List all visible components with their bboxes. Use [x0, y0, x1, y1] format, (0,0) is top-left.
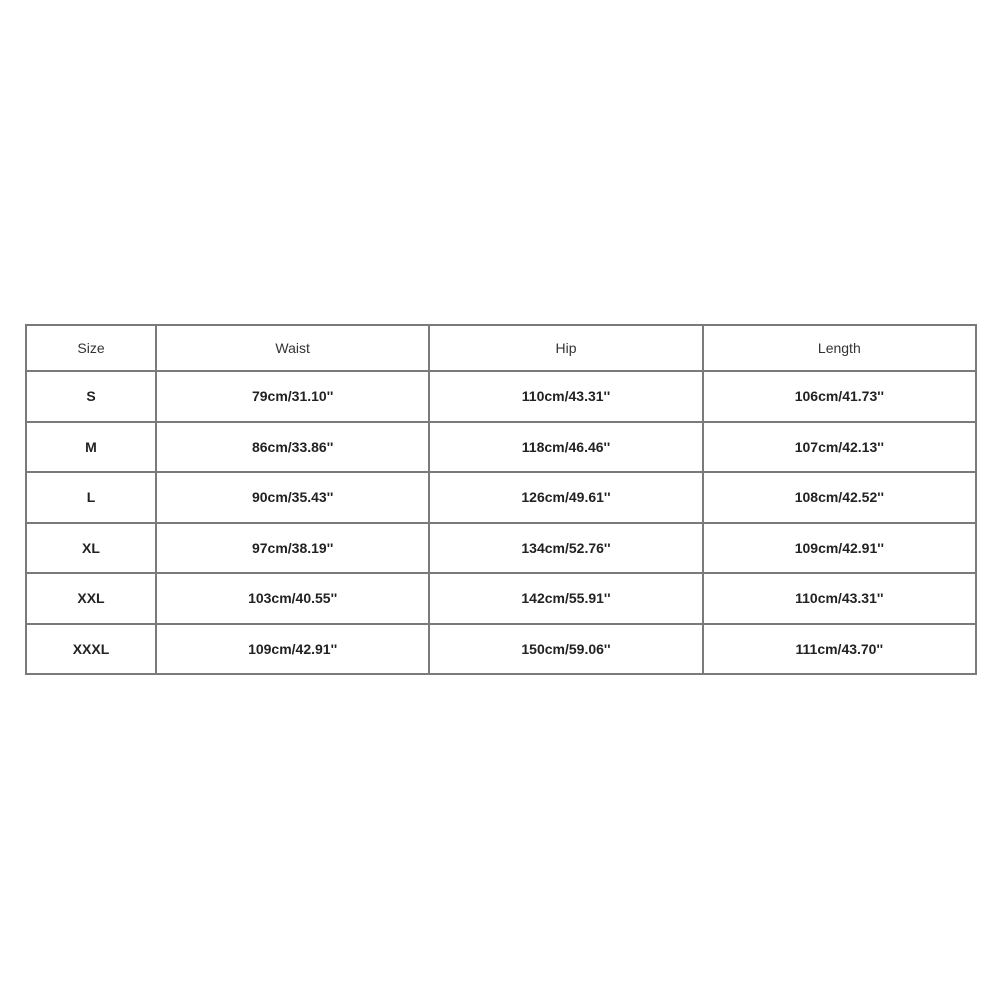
table-row — [26, 624, 976, 675]
table-row — [26, 523, 976, 574]
cell-waist: 109cm/42.91'' — [156, 624, 429, 675]
cell-waist: 97cm/38.19'' — [156, 523, 429, 574]
cell-size: S — [26, 371, 156, 422]
cell-size: L — [26, 472, 156, 523]
cell-size: XXXL — [26, 624, 156, 675]
table-header-row — [26, 325, 976, 371]
table-row — [26, 573, 976, 624]
cell-hip: 118cm/46.46'' — [429, 422, 702, 473]
cell-size: XL — [26, 523, 156, 574]
header-hip: Hip — [429, 325, 702, 371]
header-length: Length — [703, 325, 976, 371]
size-chart-table — [25, 324, 977, 675]
header-size: Size — [26, 325, 156, 371]
cell-waist: 86cm/33.86'' — [156, 422, 429, 473]
cell-length: 111cm/43.70'' — [703, 624, 976, 675]
cell-length: 110cm/43.31'' — [703, 573, 976, 624]
cell-waist: 79cm/31.10'' — [156, 371, 429, 422]
cell-length: 109cm/42.91'' — [703, 523, 976, 574]
cell-length: 108cm/42.52'' — [703, 472, 976, 523]
cell-length: 107cm/42.13'' — [703, 422, 976, 473]
table-row — [26, 472, 976, 523]
cell-hip: 126cm/49.61'' — [429, 472, 702, 523]
table-row — [26, 371, 976, 422]
cell-hip: 110cm/43.31'' — [429, 371, 702, 422]
header-waist: Waist — [156, 325, 429, 371]
cell-size: XXL — [26, 573, 156, 624]
cell-hip: 134cm/52.76'' — [429, 523, 702, 574]
cell-hip: 142cm/55.91'' — [429, 573, 702, 624]
cell-hip: 150cm/59.06'' — [429, 624, 702, 675]
cell-size: M — [26, 422, 156, 473]
cell-waist: 90cm/35.43'' — [156, 472, 429, 523]
cell-length: 106cm/41.73'' — [703, 371, 976, 422]
cell-waist: 103cm/40.55'' — [156, 573, 429, 624]
table-row — [26, 422, 976, 473]
